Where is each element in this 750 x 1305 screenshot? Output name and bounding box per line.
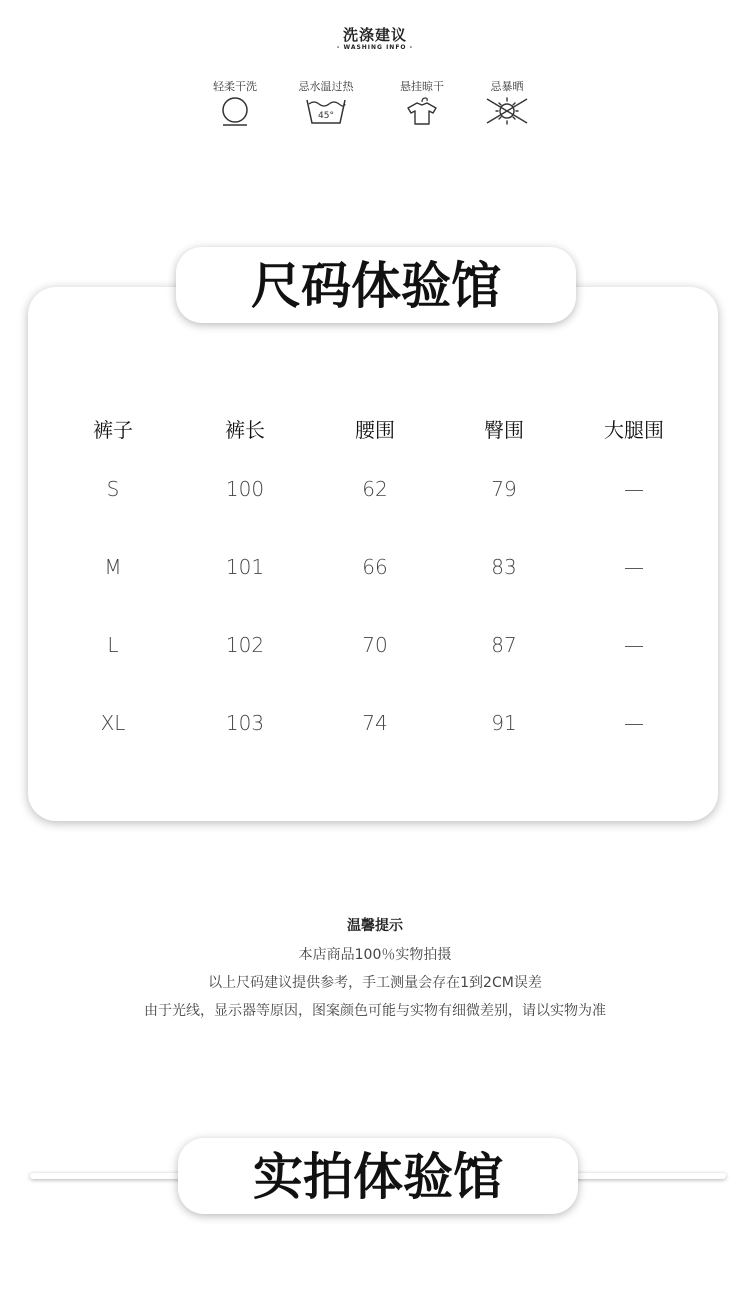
washing-item-dry-clean <box>190 78 280 126</box>
wash-45-icon <box>305 96 347 126</box>
header-cell: 裤子 <box>93 418 133 442</box>
table-cell: — <box>624 555 644 579</box>
washing-item-water-temp <box>281 78 371 126</box>
table-row <box>48 555 708 585</box>
washing-item-label: 悬挂晾干 <box>400 80 444 93</box>
table-cell: XL <box>100 711 126 735</box>
table-cell: 74 <box>362 711 388 735</box>
table-cell: 103 <box>225 711 265 735</box>
no-sun-icon <box>484 96 530 126</box>
hang-dry-icon <box>406 96 438 126</box>
divider-right <box>566 1173 726 1179</box>
table-cell: — <box>624 711 644 735</box>
table-cell: 66 <box>362 555 388 579</box>
size-table-header <box>48 414 708 444</box>
photo-section-title: 实拍体验馆 <box>178 1138 578 1214</box>
divider-left <box>30 1173 190 1179</box>
table-cell: 83 <box>491 555 517 579</box>
table-row <box>48 633 708 663</box>
table-cell: 70 <box>362 633 388 657</box>
tips-line: 以上尺码建议提供参考，手工测量会存在1到2CM误差 <box>208 975 542 991</box>
table-cell: 62 <box>362 477 388 501</box>
header-cell: 臀围 <box>484 418 524 442</box>
table-cell: — <box>624 477 644 501</box>
dry-clean-icon <box>220 96 250 126</box>
table-cell: 101 <box>225 555 265 579</box>
table-row <box>48 477 708 507</box>
table-cell: 87 <box>491 633 517 657</box>
washing-item-hang-dry <box>377 78 467 126</box>
tips-title: 温馨提示 <box>347 918 403 934</box>
size-section-title: 尺码体验馆 <box>176 247 576 323</box>
table-row <box>48 711 708 741</box>
table-cell: 100 <box>225 477 265 501</box>
header-cell: 腰围 <box>355 418 395 442</box>
washing-item-no-sun <box>462 78 552 126</box>
table-cell: 91 <box>491 711 517 735</box>
washing-item-label: 忌水温过热 <box>298 80 354 93</box>
washing-title: 洗涤建议 <box>342 26 407 44</box>
header-cell: 裤长 <box>225 418 265 442</box>
table-cell: M <box>104 555 122 579</box>
wash-temp-mark: 45° <box>318 111 334 121</box>
tips-line: 由于光线，显示器等原因，图案颜色可能与实物有细微差别，请以实物为准 <box>144 1003 606 1019</box>
header-cell: 大腿围 <box>604 418 664 442</box>
washing-item-label: 轻柔干洗 <box>213 80 257 93</box>
table-cell: 102 <box>225 633 265 657</box>
table-cell: 79 <box>491 477 517 501</box>
table-cell: L <box>107 633 119 657</box>
table-cell: S <box>106 477 120 501</box>
washing-subtitle: - WASHING INFO - <box>336 44 414 51</box>
tips-line: 本店商品100％实物拍摄 <box>298 947 452 963</box>
washing-item-label: 忌暴晒 <box>490 80 524 93</box>
table-cell: — <box>624 633 644 657</box>
tips-block <box>0 915 750 1025</box>
